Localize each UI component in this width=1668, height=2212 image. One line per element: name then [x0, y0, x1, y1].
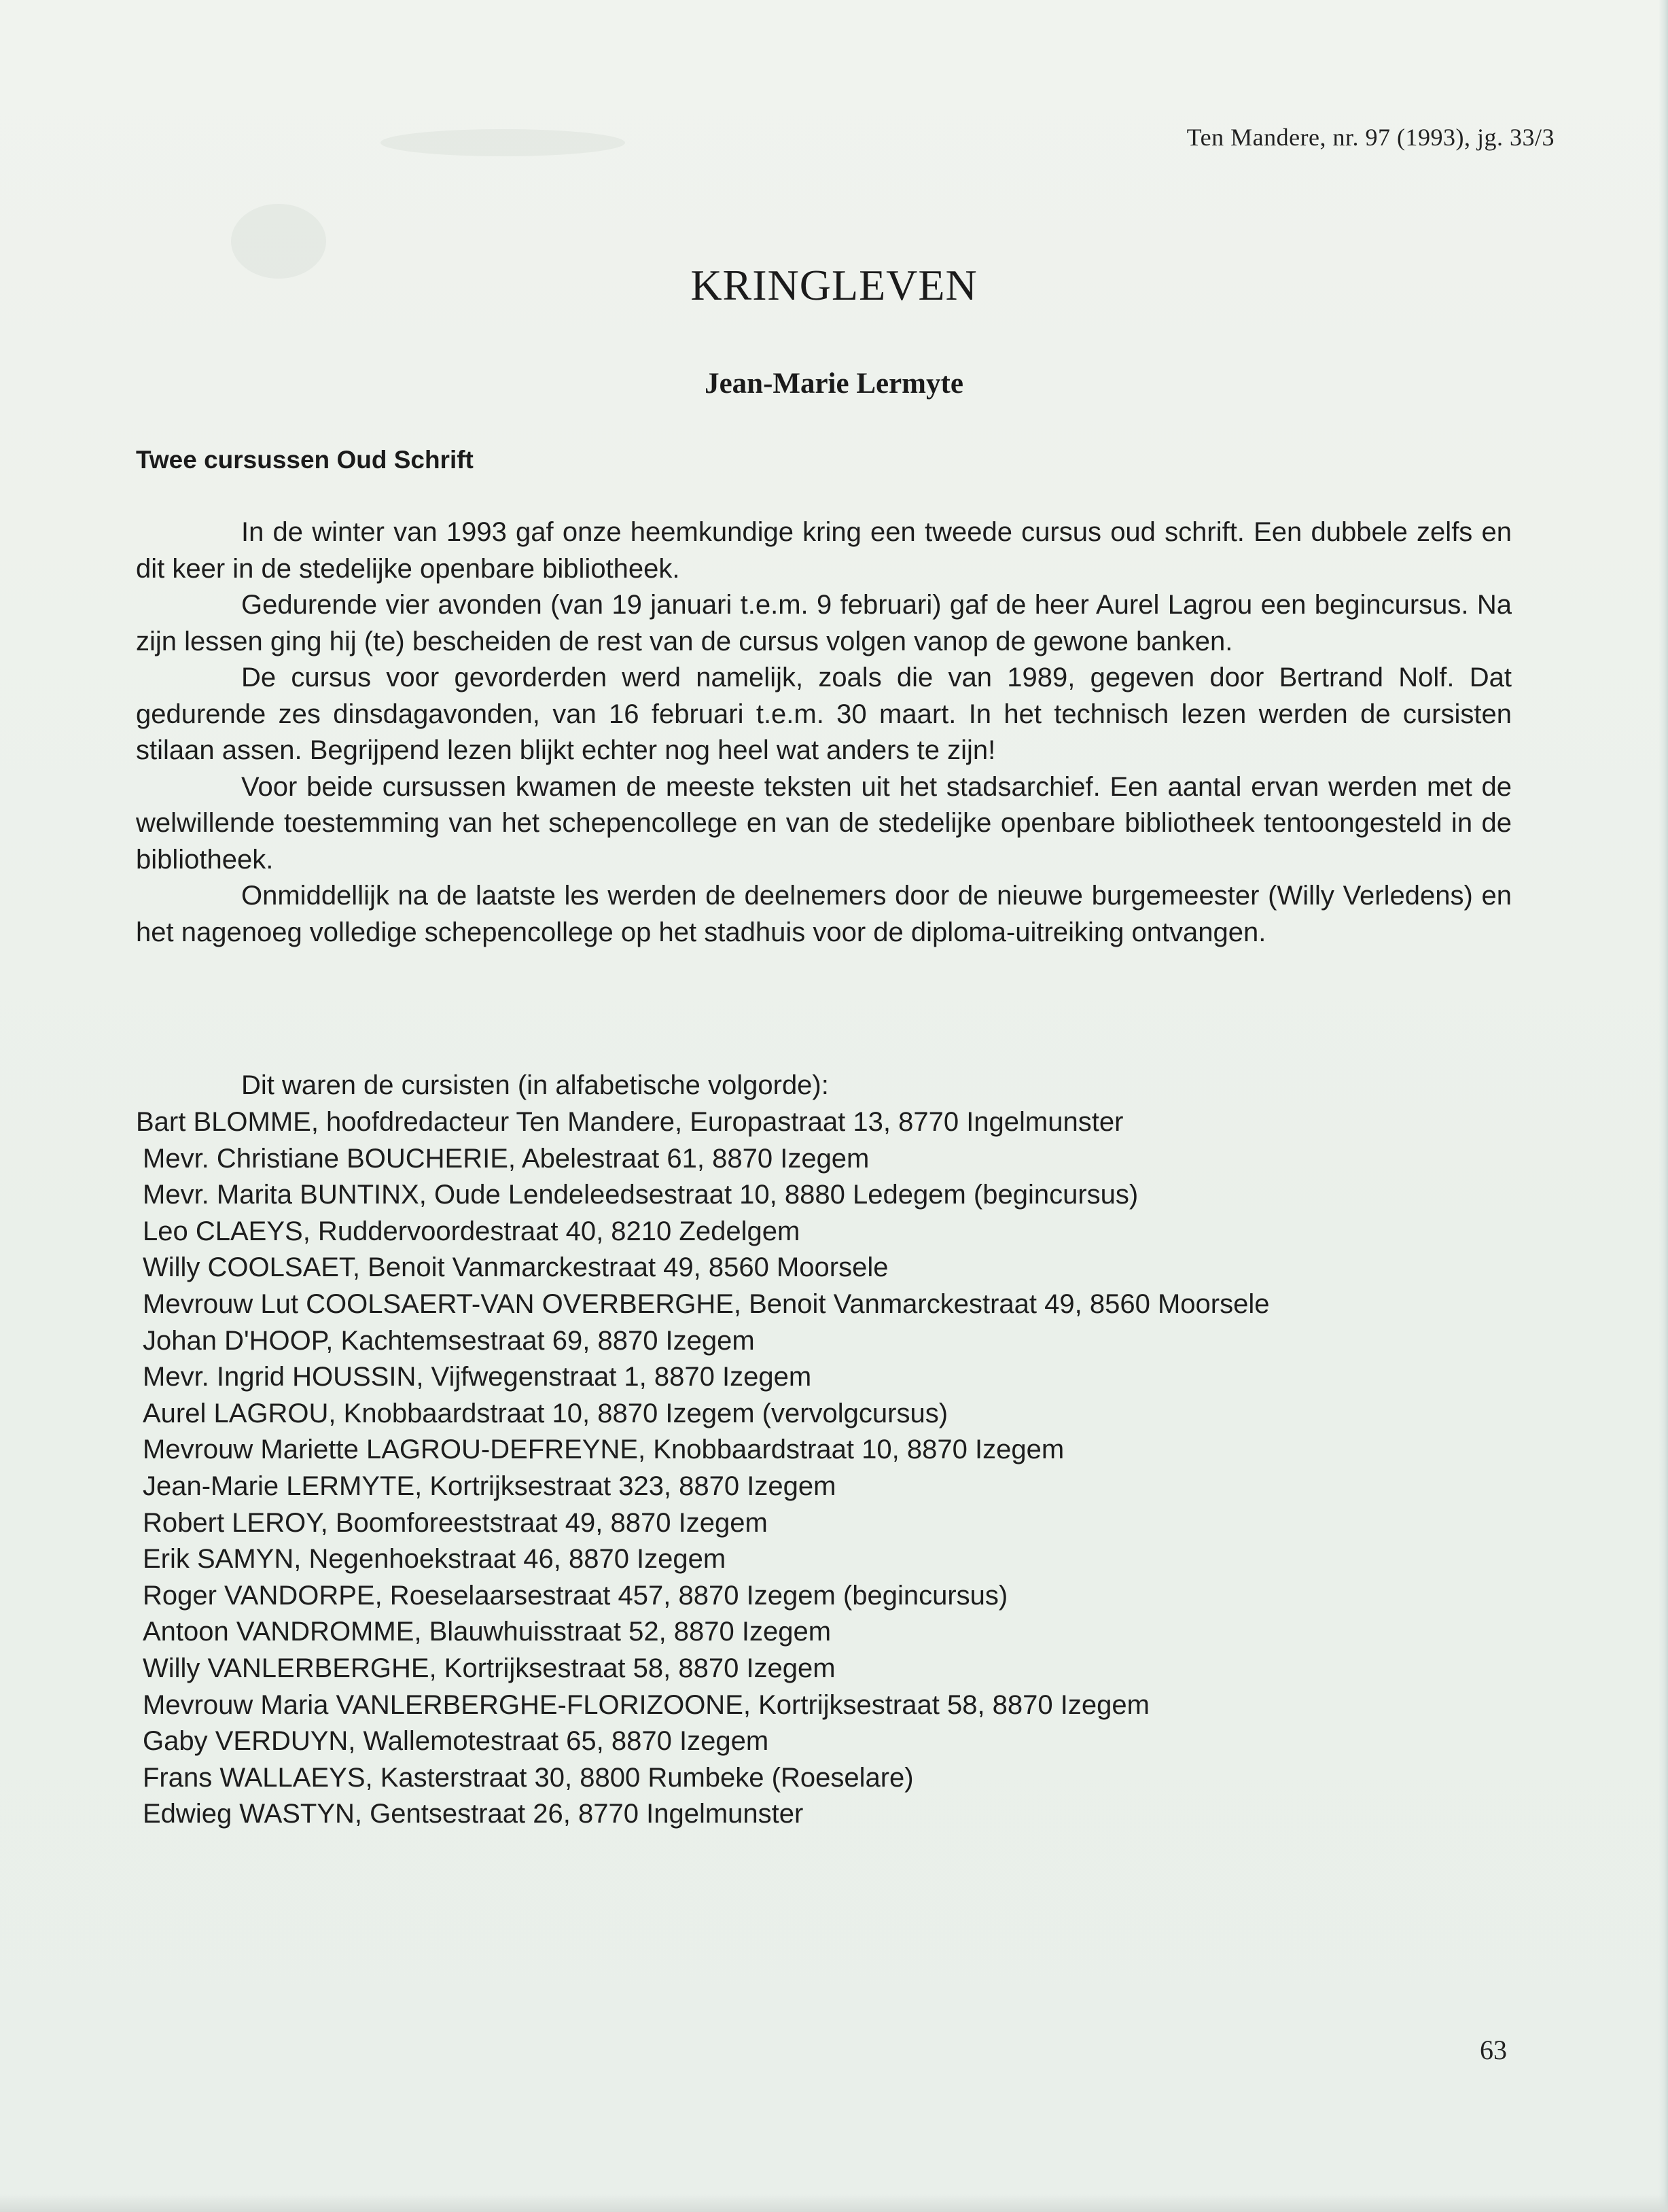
- list-item: Aurel LAGROU, Knobbaardstraat 10, 8870 Izegem (vervolgcursus): [143, 1398, 948, 1428]
- page-edge-shadow: [0, 2194, 1668, 2212]
- paper-smudge: [380, 129, 625, 156]
- paragraph: Voor beide cursussen kwamen de meeste teksten uit het stadsarchief. Een aantal ervan werden met de welwillende toestemming van het schepencollege en van de stedelijke openbare bibliotheek tentoongesteld in de bibliotheek.: [136, 771, 1512, 875]
- list-item: Leo CLAEYS, Ruddervoordestraat 40, 8210 Zedelgem: [143, 1216, 800, 1246]
- paragraph: Onmiddellijk na de laatste les werden de deelnemers door de nieuwe burgemeester (Willy Verledens) en het nagenoeg volledige schepencollege op het stadhuis voor de diploma-uitreiking ontvangen.: [136, 881, 1512, 947]
- list-item: Johan D'HOOP, Kachtemsestraat 69, 8870 Izegem: [143, 1325, 755, 1356]
- running-head: Ten Mandere, nr. 97 (1993), jg. 33/3: [1186, 124, 1555, 151]
- list-item: Mevr. Ingrid HOUSSIN, Vijfwegenstraat 1, 8870 Izegem: [143, 1362, 812, 1392]
- list-item: Gaby VERDUYN, Wallemotestraat 65, 8870 Izegem: [143, 1726, 769, 1757]
- section-heading: Twee cursussen Oud Schrift: [136, 446, 474, 474]
- list-item: Willy COOLSAET, Benoit Vanmarckestraat 49, 8560 Moorsele: [143, 1252, 889, 1283]
- article-author: Jean-Marie Lermyte: [705, 368, 963, 400]
- paragraph: In de winter van 1993 gaf onze heemkundige kring een tweede cursus oud schrift. Een dubbele zelfs en dit keer in de stedelijke openbare bibliotheek.: [136, 517, 1512, 584]
- participants-intro: Dit waren de cursisten (in alfabetische volgorde):: [241, 1070, 829, 1100]
- paragraph: De cursus voor gevorderden werd namelijk, zoals die van 1989, gegeven door Bertrand Nolf. Dat gedurende zes dinsdagavonden, van 16 februari t.e.m. 30 maart. In het technisch lezen werden de cursisten stilaan assen. Begrijpend lezen blijkt echter nog heel wat anders te zijn!: [136, 663, 1512, 765]
- list-item: Mevrouw Maria VANLERBERGHE-FLORIZOONE, Kortrijksestraat 58, 8870 Izegem: [143, 1689, 1150, 1720]
- list-item: Mevrouw Mariette LAGROU-DEFREYNE, Knobbaardstraat 10, 8870 Izegem: [143, 1435, 1065, 1465]
- list-item: Antoon VANDROMME, Blauwhuisstraat 52, 8870 Izegem: [143, 1617, 832, 1647]
- list-item: Mevrouw Lut COOLSAERT-VAN OVERBERGHE, Benoit Vanmarckestraat 49, 8560 Moorsele: [143, 1288, 1270, 1319]
- paragraph: Gedurende vier avonden (van 19 januari t.e.m. 9 februari) gaf de heer Aurel Lagrou een begincursus. Na zijn lessen ging hij (te) bescheiden de rest van de cursus volgen vanop de gewone banken.: [136, 590, 1512, 656]
- list-item: Mevr. Christiane BOUCHERIE, Abelestraat 61, 8870 Izegem: [143, 1143, 870, 1174]
- list-item: Robert LEROY, Boomforeeststraat 49, 8870 Izegem: [143, 1507, 768, 1538]
- article-title: KRINGLEVEN: [690, 261, 978, 309]
- list-item: Roger VANDORPE, Roeselaarsestraat 457, 8870 Izegem (begincursus): [143, 1580, 1008, 1611]
- list-item: Erik SAMYN, Negenhoekstraat 46, 8870 Izegem: [143, 1544, 726, 1575]
- list-item: Jean-Marie LERMYTE, Kortrijksestraat 323, 8870 Izegem: [143, 1471, 836, 1501]
- list-item: Edwieg WASTYN, Gentsestraat 26, 8770 Ingelmunster: [143, 1799, 804, 1829]
- list-item: Frans WALLAEYS, Kasterstraat 30, 8800 Rumbeke (Roeselare): [143, 1762, 914, 1793]
- article-body: [136, 514, 1512, 951]
- list-item: Willy VANLERBERGHE, Kortrijksestraat 58, 8870 Izegem: [143, 1653, 836, 1683]
- participants-list: [136, 1104, 1269, 1833]
- list-item: Mevr. Marita BUNTINX, Oude Lendeleedsestraat 10, 8880 Ledegem (begincursus): [143, 1180, 1139, 1210]
- list-item: Bart BLOMME, hoofdredacteur Ten Mandere, Europastraat 13, 8770 Ingelmunster: [136, 1107, 1124, 1137]
- page-edge-shadow: [1658, 0, 1668, 2212]
- page-number: 63: [1480, 2035, 1507, 2065]
